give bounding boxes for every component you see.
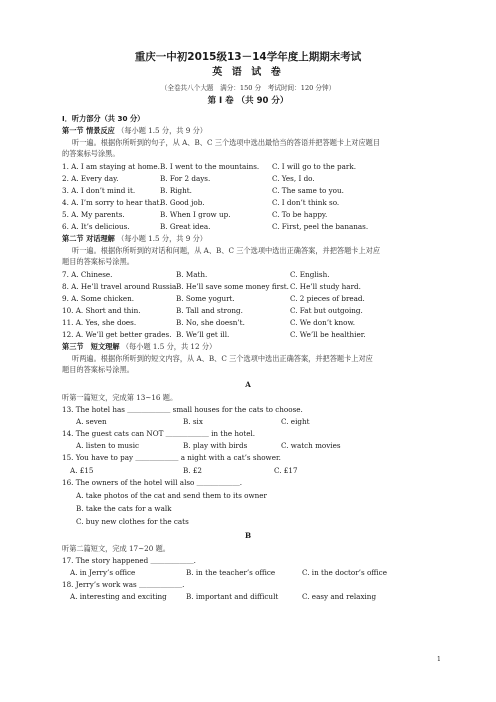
passage-a-label: A xyxy=(245,380,251,389)
passage-b-intro: 听第二篇短文，完成 17~20 题。 xyxy=(62,544,170,553)
q1-option-b: B. I went to the mountains. xyxy=(160,162,260,171)
q4-option-b: B. Good job. xyxy=(160,198,205,207)
q5-option-a: 5. A. My parents. xyxy=(62,210,125,219)
q17-stem: 17. The story happened ＿＿＿＿＿＿. xyxy=(62,556,196,565)
q4-option-c: C. I don’t think so. xyxy=(272,198,340,207)
section2-instruction: 听一遍。根据你所听到的对话和问题，从 A、B、C 三个选项中选出正确答案，并把答题卡上对应 xyxy=(72,246,381,255)
q1-option-c: C. I will go to the park. xyxy=(272,162,356,171)
q18-option-b: B. important and difficult xyxy=(186,592,279,601)
q6-option-b: B. Great idea. xyxy=(160,222,211,231)
passage-a-intro: 听第一篇短文，完成第 13~16 题。 xyxy=(62,393,178,402)
section3-note: （每小题 1.5 分，共 12 分） xyxy=(121,342,217,351)
q16-option-c: C. buy new clothes for the cats xyxy=(76,517,189,526)
q14-stem: 14. The guest cats can NOT ＿＿＿＿＿＿ in the hotel. xyxy=(62,429,256,438)
section2-header xyxy=(62,234,207,243)
q5-option-b: B. When I grow up. xyxy=(160,210,231,219)
q8-option-b: B. He’ll save some money first. xyxy=(176,282,289,291)
q15-stem: 15. You have to pay ＿＿＿＿＿＿ a night with a cat’s shower. xyxy=(62,453,281,462)
q7-option-c: C. English. xyxy=(290,270,330,279)
q16-stem: 16. The owners of the hotel will also ＿＿＿＿＿＿. xyxy=(62,478,243,487)
q6-option-a: 6. A. It’s delicious. xyxy=(62,222,130,231)
q3-option-c: C. The same to you. xyxy=(272,186,344,195)
page-number: 1 xyxy=(437,656,441,663)
passage-b-label: B xyxy=(244,531,252,540)
q12-option-b: B. We’ll get ill. xyxy=(176,330,230,339)
exam-subtitle: 英 语 试 卷 xyxy=(212,67,284,78)
q1-option-a: 1. A. I am staying at home. xyxy=(62,162,160,171)
q13-stem: 13. The hotel has ＿＿＿＿＿＿ small houses for the cats to choose. xyxy=(62,405,303,414)
q4-option-a: 4. A. I’m sorry to hear that. xyxy=(62,198,162,207)
q7-option-b: B. Math. xyxy=(176,270,208,279)
q2-option-a: 2. A. Every day. xyxy=(62,174,119,183)
q15-option-c: C. £17 xyxy=(274,466,298,475)
q8-option-c: C. He’ll study hard. xyxy=(290,282,361,291)
q11-option-c: C. We don’t know. xyxy=(290,318,356,327)
q17-option-b: B. in the teacher’s office xyxy=(186,568,276,577)
q7-option-a: 7. A. Chinese. xyxy=(62,270,113,279)
section1-title: 第一节 情景反应 xyxy=(62,126,115,135)
section3-title: 第三节 短文理解 xyxy=(62,342,120,351)
q13-option-c: C. eight xyxy=(281,417,310,426)
q3-option-b: B. Right. xyxy=(160,186,192,195)
q9-option-a: 9. A. Some chicken. xyxy=(62,294,135,303)
q18-stem: 18. Jerry’s work was ＿＿＿＿＿＿. xyxy=(62,580,185,589)
q17-option-c: C. in the doctor’s office xyxy=(302,568,387,577)
q9-option-c: C. 2 pieces of bread. xyxy=(290,294,365,303)
q11-option-a: 11. A. Yes, she does. xyxy=(62,318,137,327)
part1-heading: I．听力部分（共 30 分） xyxy=(62,114,145,123)
q10-option-a: 10. A. Short and thin. xyxy=(62,306,141,315)
q13-option-a: A. seven xyxy=(76,417,107,426)
q18-option-a: A. interesting and exciting xyxy=(70,592,167,601)
section3-instruction: 听两遍。根据你所听到的短文内容，从 A、B、C 三个选项中选出正确答案，并把答题卡上对应 xyxy=(72,354,373,363)
q16-option-a: A. take photos of the cat and send them to its owner xyxy=(76,491,267,500)
q12-option-c: C. We’ll be healthier. xyxy=(290,330,366,339)
q9-option-b: B. Some yogurt. xyxy=(176,294,235,303)
section1-header xyxy=(62,126,207,135)
q3-option-a: 3. A. I don’t mind it. xyxy=(62,186,136,195)
q10-option-c: C. Fat but outgoing. xyxy=(290,306,363,315)
section2-instruction-cont: 题目的答案标号涂黑。 xyxy=(62,257,134,266)
q2-option-c: C. Yes, I do. xyxy=(272,174,315,183)
exam-title: 重庆一中初2015级13－14学年度上期期末考试 xyxy=(134,51,362,63)
q8-option-a: 8. A. He’ll travel around Russia. xyxy=(62,282,179,291)
q12-option-a: 12. A. We’ll get better grades. xyxy=(62,330,172,339)
q17-option-a: A. in Jerry’s office xyxy=(70,568,136,577)
q10-option-b: B. Tall and strong. xyxy=(176,306,243,315)
q15-option-b: B. £2 xyxy=(183,466,202,475)
q2-option-b: B. For 2 days. xyxy=(160,174,211,183)
section2-note: （每小题 1.5 分，共 9 分） xyxy=(117,234,207,243)
exam-info: （全卷共八个大题 满分：150 分 考试时间：120 分钟） xyxy=(160,84,336,92)
section3-instruction-cont: 题目的答案标号涂黑。 xyxy=(62,365,134,374)
q6-option-c: C. First, peel the bananas. xyxy=(272,222,369,231)
q14-option-a: A. listen to music xyxy=(76,441,140,450)
q11-option-b: B. No, she doesn’t. xyxy=(176,318,245,327)
q13-option-b: B. six xyxy=(183,417,203,426)
q5-option-c: C. To be happy. xyxy=(272,210,328,219)
volume-heading: 第 Ⅰ 卷 （共 90 分） xyxy=(207,96,289,106)
q14-option-c: C. watch movies xyxy=(281,441,341,450)
q18-option-c: C. easy and relaxing xyxy=(302,592,377,601)
section1-instruction-cont: 的答案标号涂黑。 xyxy=(62,149,120,158)
section2-title: 第二节 对话理解 xyxy=(62,234,115,243)
q16-option-b: B. take the cats for a walk xyxy=(76,504,172,513)
q14-option-b: B. play with birds xyxy=(183,441,248,450)
section1-note: （每小题 1.5 分，共 9 分） xyxy=(117,126,207,135)
section3-header xyxy=(62,342,216,351)
q15-option-a: A. £15 xyxy=(70,466,94,475)
section1-instruction: 听一遍。根据你所听到的句子，从 A、B、C 三个选项中选出最恰当的答语并把答题卡上对应题目 xyxy=(72,138,381,147)
